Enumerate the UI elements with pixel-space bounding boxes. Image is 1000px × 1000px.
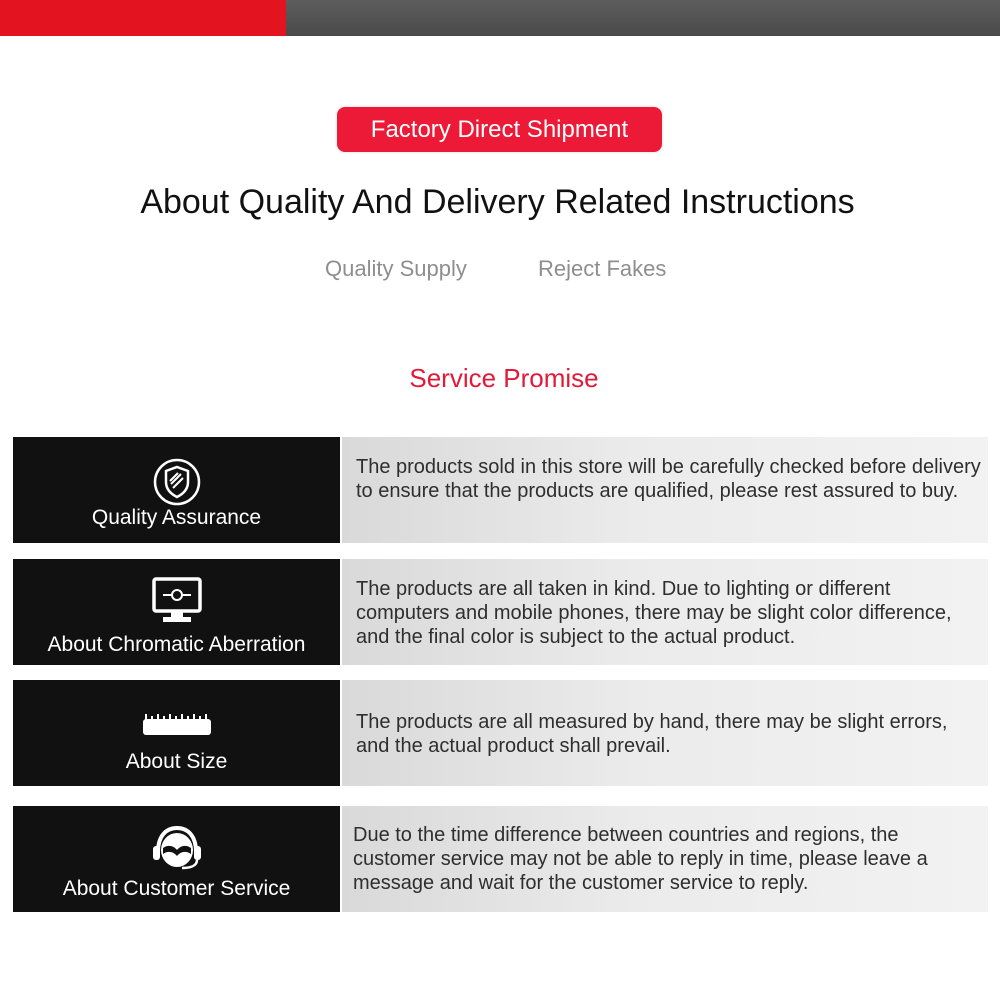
- service-item-size: [13, 680, 988, 786]
- service-item-text: The products are all taken in kind. Due to lighting or different computers and mobile phones, there may be slight color difference, and the final color is subject to the actual product.: [356, 578, 952, 648]
- shield-icon: [152, 457, 202, 512]
- top-banner: [0, 0, 1000, 36]
- service-item-body: [342, 806, 988, 912]
- service-item-text: The products are all measured by hand, there may be slight errors, and the actual product shall prevail.: [356, 711, 948, 757]
- service-item-header: [13, 680, 340, 786]
- service-item-customer-service: [13, 806, 988, 912]
- service-item-quality: [13, 437, 988, 543]
- ruler-icon: [141, 713, 213, 742]
- service-item-label: About Chromatic Aberration: [47, 633, 306, 656]
- service-item-header: [13, 437, 340, 543]
- service-item-text: The products sold in this store will be carefully checked before delivery to ensure that the products are qualified, please rest assured to buy.: [356, 456, 981, 502]
- page-title: About Quality And Delivery Related Instructions: [140, 183, 855, 221]
- service-item-label: Quality Assurance: [91, 506, 262, 529]
- service-item-body: [342, 559, 988, 665]
- service-item-header: [13, 806, 340, 912]
- service-item-header: [13, 559, 340, 665]
- service-item-text: Due to the time difference between countries and regions, the customer service may not be able to reply in time, please leave a message and wait for the customer service to reply.: [353, 824, 928, 894]
- service-item-body: [342, 437, 988, 543]
- monitor-icon: [151, 576, 203, 631]
- headset-icon: [150, 824, 204, 877]
- top-banner-red: [0, 0, 286, 36]
- service-item-label: About Size: [125, 750, 228, 773]
- service-item-chromatic: [13, 559, 988, 665]
- tag-reject-fakes: Reject Fakes: [538, 256, 667, 281]
- section-title: Service Promise: [409, 363, 599, 393]
- factory-direct-badge: Factory Direct Shipment: [337, 107, 662, 152]
- service-item-label: About Customer Service: [62, 877, 291, 900]
- top-banner-gray: [286, 0, 1000, 36]
- service-item-body: [342, 680, 988, 786]
- tag-quality-supply: Quality Supply: [325, 256, 467, 281]
